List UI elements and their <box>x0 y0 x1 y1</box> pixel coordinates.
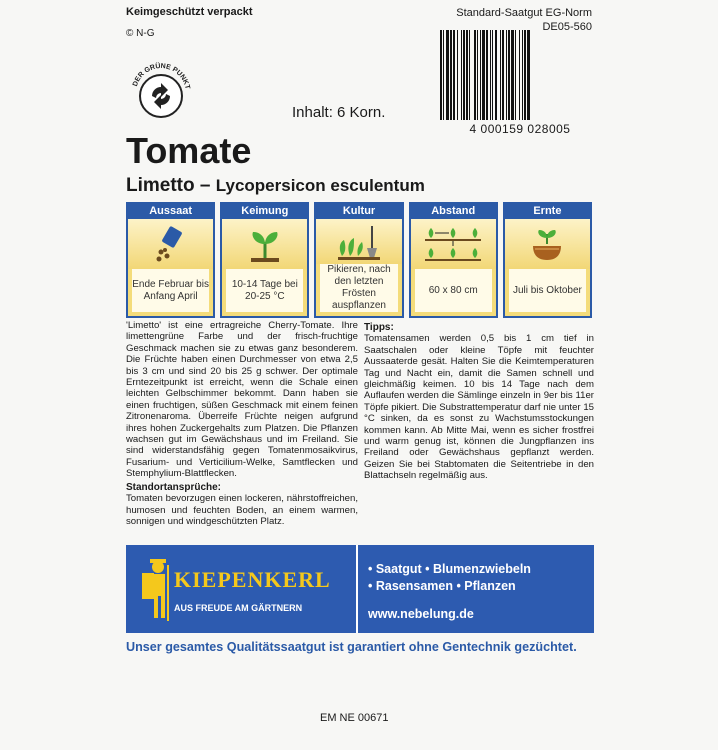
barcode-bar <box>527 30 530 120</box>
brand-area <box>126 545 358 633</box>
site-heading: Standortansprüche: <box>126 481 222 493</box>
step-text: Juli bis Oktober <box>509 269 586 312</box>
norm-line: Standard-Saatgut EG-Norm <box>456 7 592 19</box>
tips-text: Tomatensamen werden 0,5 bis 1 cm tief in Saatschalen oder kleine Töpfe mit feuchter Aussaaterde gesät. Halten Sie die Keimtemperaturen Tag und Nacht ein, damit die Samen schnell und gleichmäßig keimen. 10 bis 14 Tage nach dem Auflaufen werden die Sämlinge einzeln in 9er bis 11er Töpfe pikiert. Die Substrattemperatur darf nie unter 15 °C sinken, da es sonst zu Wachstumsstockungen kommen kann. Ab Mitte Mai, wenn es sicher frostfrei und warm genug ist, können die Jungpflanzen ins Freiland oder Gewächshaus gepflanzt werden. Geizen Sie bei Stabtomaten die Seitentriebe in den Blattachseln regelmäßig aus. <box>364 333 594 482</box>
category-line-1: • Saatgut • Blumenzwiebeln <box>368 562 531 576</box>
site-text: Tomaten bevorzugen einen lockeren, nährstoffreichen, humosen und feuchten Boden, an einem warmen, sonnigen und windgeschützten Platz. <box>126 493 358 527</box>
brand-slogan: AUS FREUDE AM GÄRTNERN <box>174 603 303 613</box>
product-title: Tomate <box>126 130 252 171</box>
tips-heading: Tipps: <box>364 322 394 333</box>
brand-url[interactable]: www.nebelung.de <box>368 607 474 621</box>
step-aussaat <box>126 202 215 318</box>
gmo-note: Unser gesamtes Qualitätssaatgut ist garantiert ohne Gentechnik gezüchtet. <box>126 640 577 654</box>
step-label: Kultur <box>316 204 401 219</box>
spacing-icon <box>411 219 496 269</box>
step-text: Pikieren, nach den letzten Frösten auspflanzen <box>320 264 397 312</box>
harvest-bowl-icon <box>505 219 590 269</box>
description-right <box>364 320 594 484</box>
description-left <box>126 320 358 529</box>
product-categories <box>368 561 531 595</box>
variety-name: Limetto <box>126 175 195 196</box>
seed-packet-icon <box>128 219 213 269</box>
description-text: 'Limetto' ist eine ertragreiche Cherry-Tomate. Ihre limettengrüne Farbe und der frisch-fruchtige Geschmack machen sie zu etwas ganz besonderem. Die Früchte haben einen Durchmesser von etwa 2,5 bis 3 cm und sind 20 bis 25 g schwer. Der optimale Erntezeitpunkt ist erreicht, wenn die Schale einen leichten Gelbschimmer bekommt. Dann haben sie einen fruchtigen, süßen Geschmack mit einem feinen Zitronenaroma. Überreife Früchte neigen aufgrund ihres hohen Zuckergehalts zum Platzen. Die Pflanzen wachsen gut im Gewächshaus und im Freiland. Sie sind widerstandsfähig gegen Tomatenmosaikvirus, Fusarium- und Verticilium-Welke, Samtflecken und Stemphylium-Blattflecken. <box>126 320 358 480</box>
shovel-plants-icon <box>316 219 401 264</box>
step-ernte <box>503 202 592 318</box>
brand-name: KIEPENKERL <box>174 567 331 592</box>
svg-text:DER GRÜNE PUNKT: DER GRÜNE PUNKT <box>131 62 191 90</box>
packaging-note: Keimgeschützt verpackt <box>126 6 253 18</box>
step-abstand <box>409 202 498 318</box>
variety-dash: – <box>194 175 216 196</box>
barcode-bars <box>440 30 600 120</box>
gruener-punkt-logo <box>126 58 196 128</box>
barcode-digits: 4 000159 028005 <box>469 122 571 136</box>
barcode <box>440 30 600 140</box>
em-code: EM NE 00671 <box>320 712 389 724</box>
step-text: 10-14 Tage bei 20-25 °C <box>226 269 303 312</box>
step-keimung <box>220 202 309 318</box>
brand-banner <box>126 545 594 633</box>
step-label: Keimung <box>222 204 307 219</box>
step-label: Abstand <box>411 204 496 219</box>
seedling-icon <box>222 219 307 269</box>
kiepenkerl-figure-icon <box>136 555 176 625</box>
copyright: © N-G <box>126 28 155 39</box>
latin-name: Lycopersicon esculentum <box>215 176 425 195</box>
content-amount: Inhalt: 6 Korn. <box>292 104 386 121</box>
step-text: Ende Februar bis Anfang April <box>132 269 209 312</box>
cultivation-steps <box>126 202 592 318</box>
step-label: Aussaat <box>128 204 213 219</box>
norm-code: DE05-560 <box>542 21 592 33</box>
step-text: 60 x 80 cm <box>415 269 492 312</box>
variety-line <box>126 175 425 197</box>
category-line-2: • Rasensamen • Pflanzen <box>368 579 516 593</box>
step-label: Ernte <box>505 204 590 219</box>
step-kultur <box>314 202 403 318</box>
